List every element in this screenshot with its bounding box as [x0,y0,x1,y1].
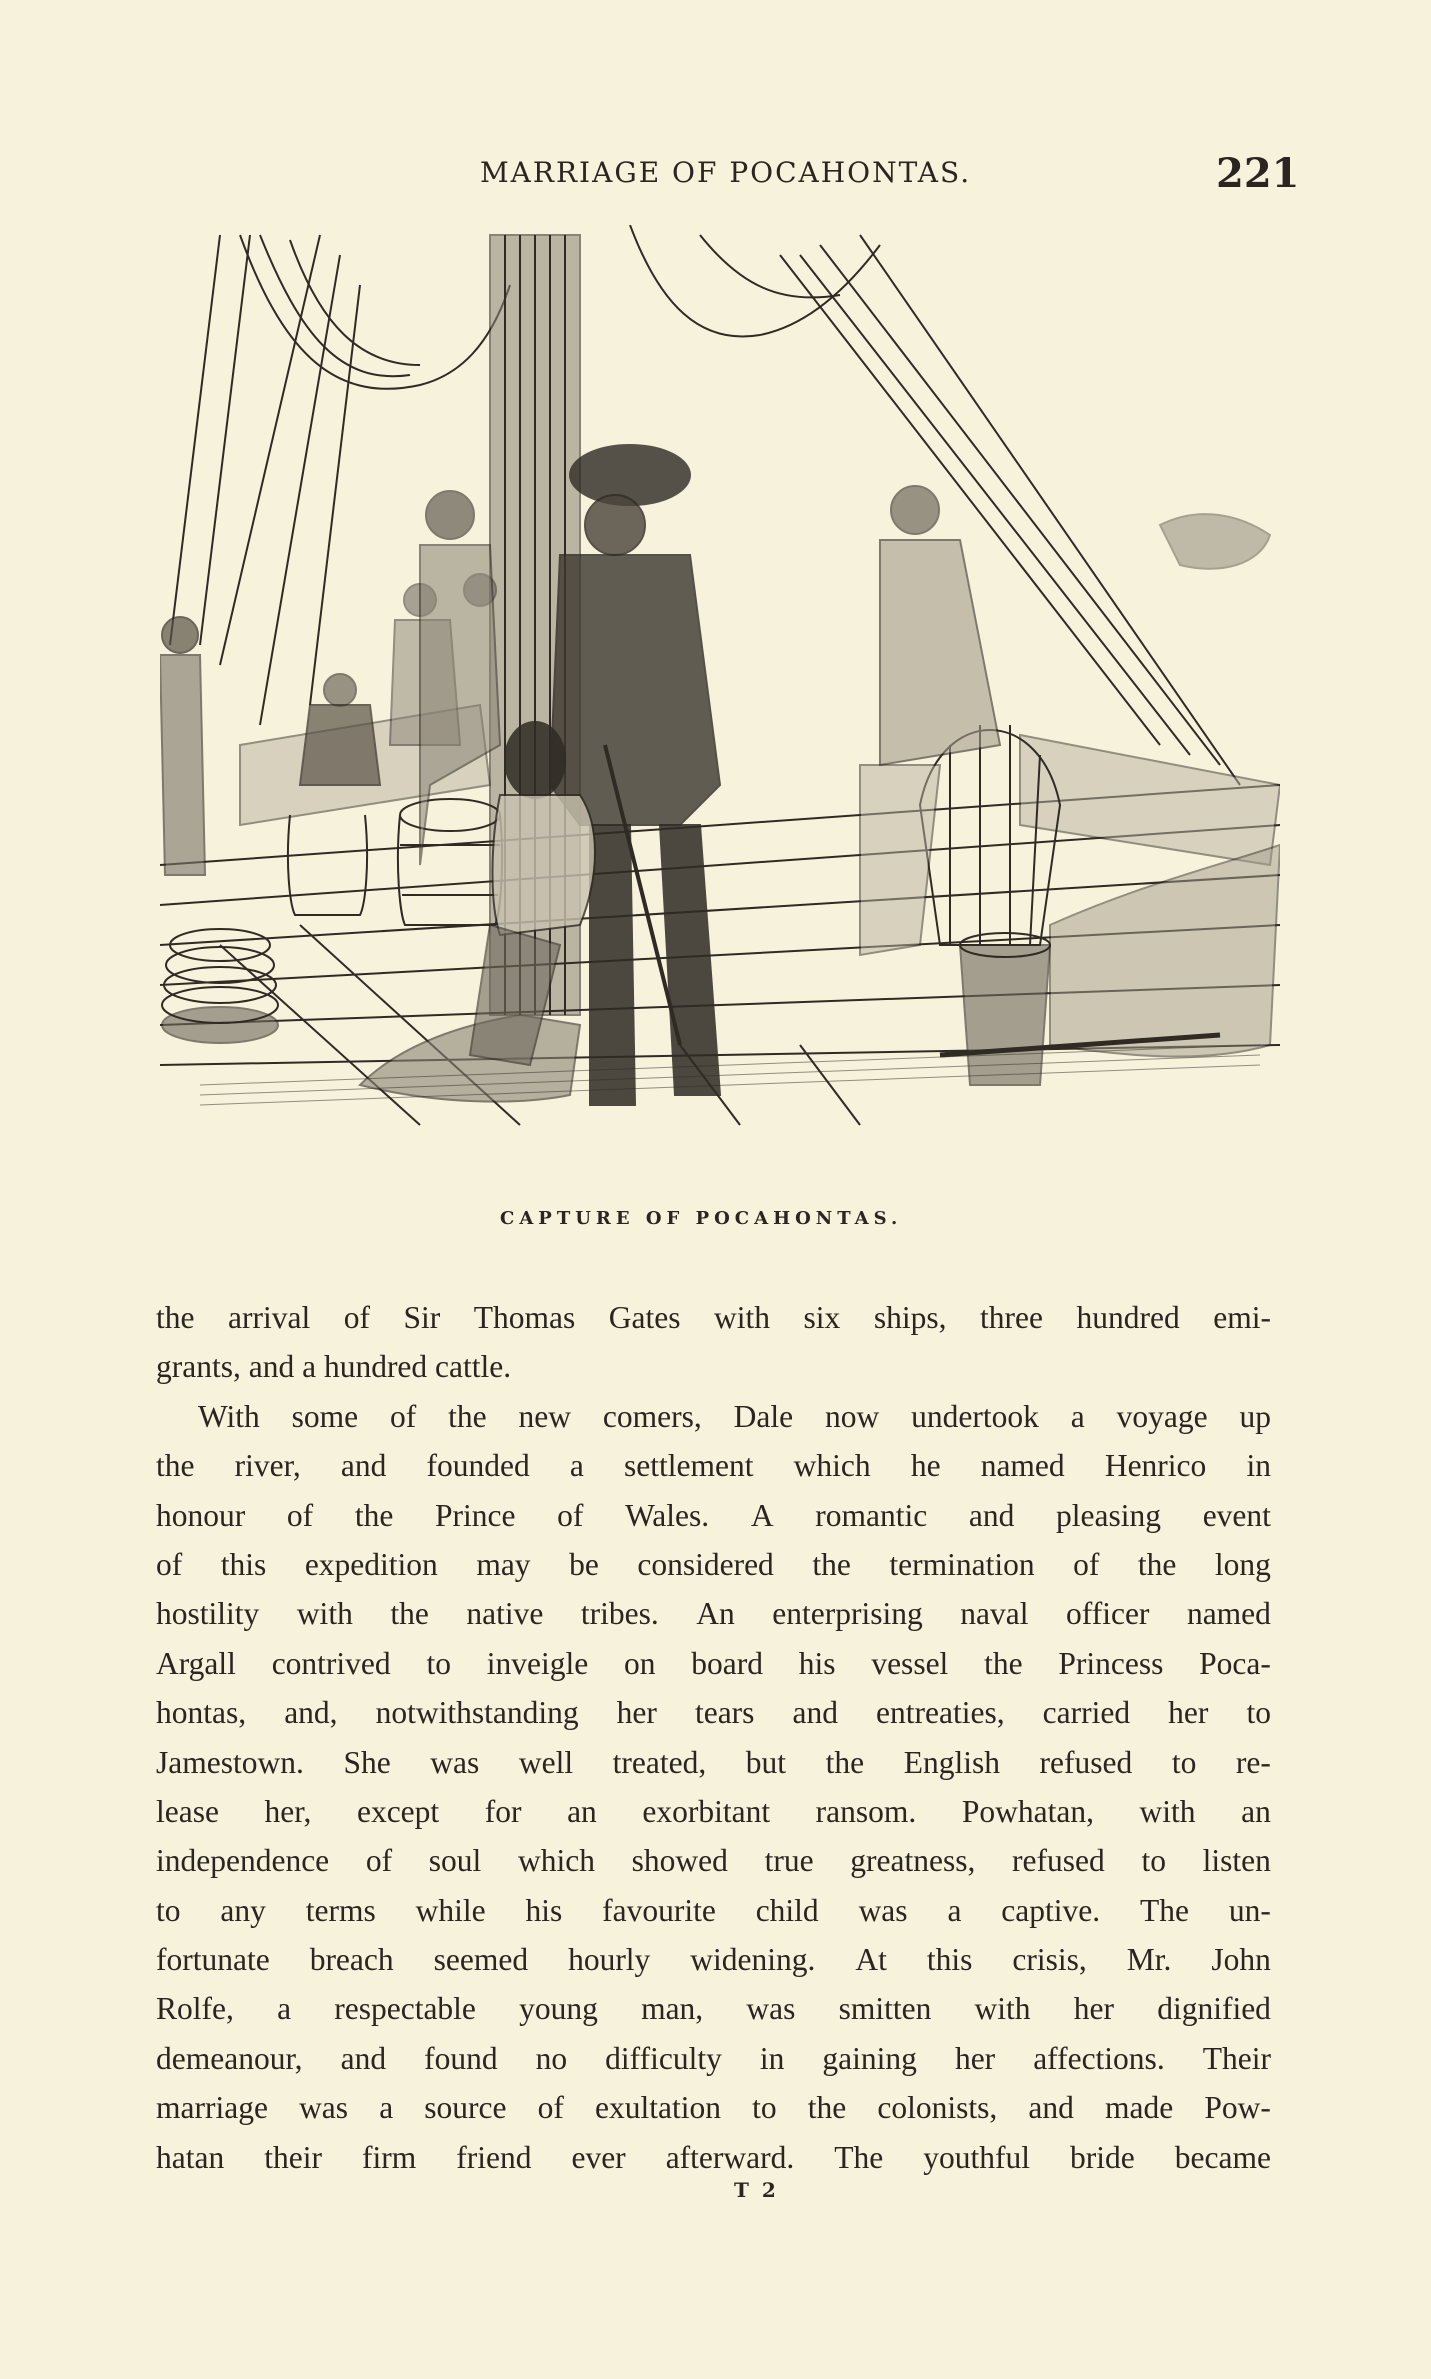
text-line: Rolfe, a respectable young man, was smitten with her dignified [156,1991,1271,2027]
text-line: the arrival of Sir Thomas Gates with six ships, three hundred emi- [156,1300,1271,1335]
engraving-illustration [160,225,1280,1170]
text-line: hatan their firm friend ever afterward. The youthful bride became [156,2139,1271,2175]
signature-mark: T 2 [734,2178,779,2202]
text-line: independence of soul which showed true greatness, refused to listen [156,1843,1271,1879]
text-line: demeanour, and found no difficulty in gaining her affections. Their [156,2040,1271,2076]
text-line: honour of the Prince of Wales. A romantic and pleasing event [156,1497,1271,1533]
text-line: to any terms while his favourite child was a captive. The un- [156,1892,1271,1928]
text-line: marriage was a source of exultation to the colonists, and made Pow- [156,2090,1271,2126]
text-line: With some of the new comers, Dale now undertook a voyage up [198,1398,1271,1434]
illustration-caption: CAPTURE OF POCAHONTAS. [500,1208,903,1229]
page-number: 221 [1216,150,1300,197]
text-line: of this expedition may be considered the termination of the long [156,1546,1271,1582]
text-line: Jamestown. She was well treated, but the English refused to re- [156,1744,1271,1780]
text-line: hontas, and, notwithstanding her tears and entreaties, carried her to [156,1695,1271,1731]
text-line: hostility with the native tribes. An enterprising naval officer named [156,1596,1271,1632]
text-line: the river, and founded a settlement which he named Henrico in [156,1448,1271,1484]
running-head: MARRIAGE OF POCAHONTAS. [480,156,972,189]
text-line: lease her, except for an exorbitant ransom. Powhatan, with an [156,1793,1271,1829]
text-line: fortunate breach seemed hourly widening. At this crisis, Mr. John [156,1942,1271,1978]
body-text [156,1293,1271,2182]
text-line: grants, and a hundred cattle. [156,1349,512,1385]
text-line: Argall contrived to inveigle on board his vessel the Princess Poca- [156,1645,1271,1681]
